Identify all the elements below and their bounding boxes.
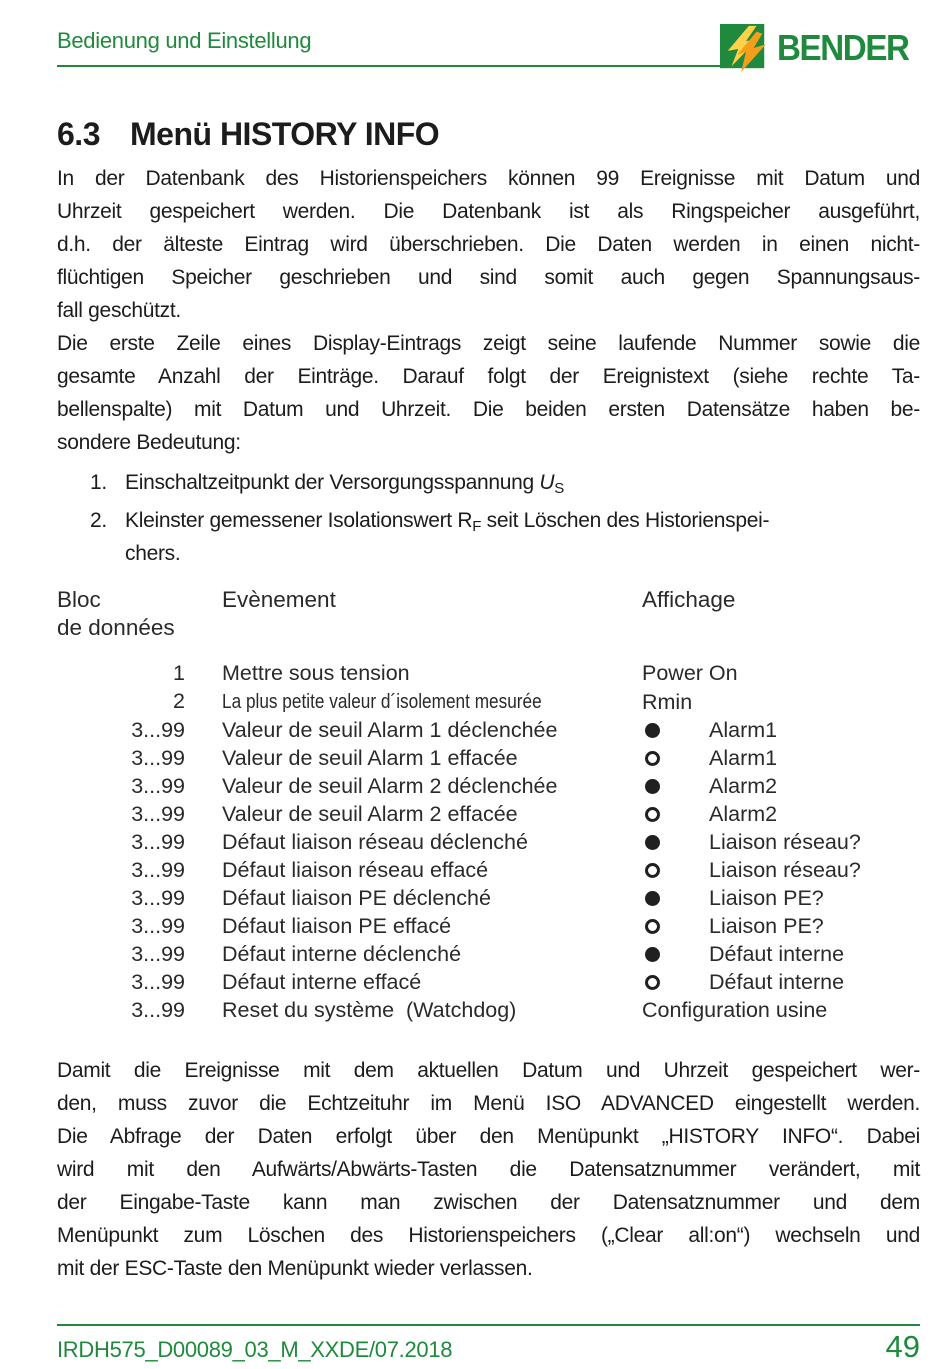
display-label: Alarm2	[709, 774, 778, 798]
masthead	[57, 28, 920, 80]
paragraph-line: d.h. der älteste Eintrag wird überschrieben. Die Daten werden in einen nicht-	[57, 233, 920, 256]
section-number: 6.3	[57, 116, 100, 152]
led-on-icon	[642, 723, 709, 738]
cell-display	[642, 912, 920, 940]
cell-record-number: 2	[173, 689, 185, 713]
display-label: Liaison réseau?	[709, 858, 861, 882]
led-off-icon	[642, 751, 709, 766]
cell-event: Défaut interne déclenché	[222, 942, 462, 966]
page-content	[57, 0, 920, 1285]
table-row	[57, 940, 920, 968]
table-row	[57, 828, 920, 856]
led-on-icon	[642, 779, 709, 794]
running-header-title: Bedienung und Einstellung	[57, 28, 747, 67]
cell-record-number: 3...99	[131, 718, 185, 742]
paragraph-line: gesamte Anzahl der Einträge. Darauf folgt der Ereignistext (siehe rechte Ta-	[57, 365, 920, 388]
cell-spacer	[185, 856, 222, 884]
table-row	[57, 800, 920, 828]
paragraph-display-entry	[57, 327, 920, 459]
table-row	[57, 856, 920, 884]
paragraph-line: flüchtigen Speicher geschrieben und sind somit auch gegen Spannungsaus-	[57, 266, 920, 289]
table-row	[57, 884, 920, 912]
table-row	[57, 659, 920, 687]
cell-event: Reset du système (Watchdog)	[222, 998, 517, 1022]
display-label: Liaison PE?	[709, 914, 824, 938]
cell-display	[642, 800, 920, 828]
display-label: Alarm1	[709, 718, 778, 742]
display-label: Rmin	[642, 689, 693, 714]
list-item	[57, 504, 920, 570]
led-off-icon	[642, 807, 709, 822]
cell-record-number: 3...99	[131, 774, 185, 798]
table-header	[57, 586, 920, 642]
cell-display	[642, 884, 920, 912]
cell-spacer	[185, 912, 222, 940]
list-item-number: 1.	[90, 471, 107, 494]
table-body	[57, 659, 920, 1024]
page-number: 49	[885, 1329, 920, 1364]
cell-spacer	[185, 968, 222, 996]
display-label: Liaison réseau?	[709, 830, 861, 854]
display-label: Liaison PE?	[709, 886, 824, 910]
table-row	[57, 968, 920, 996]
display-label: Alarm2	[709, 802, 778, 826]
cell-spacer	[185, 940, 222, 968]
page-footer	[57, 1324, 920, 1365]
cell-event: Défaut liaison PE déclenché	[222, 886, 491, 910]
cell-record-number: 3...99	[131, 886, 185, 910]
cell-record-number: 1	[173, 661, 185, 685]
cell-spacer	[185, 772, 222, 800]
paragraph-line: Menüpunkt zum Löschen des Historienspeichers („Clear all:on“) wechseln und	[57, 1224, 920, 1247]
table-row	[57, 716, 920, 744]
table-row	[57, 772, 920, 800]
cell-display	[642, 856, 920, 884]
cell-spacer	[185, 659, 222, 687]
cell-record-number: 3...99	[131, 998, 185, 1022]
lightning-bolt-icon	[720, 22, 770, 74]
list-item-number: 2.	[90, 509, 107, 532]
led-on-icon	[642, 947, 709, 962]
cell-display	[642, 659, 920, 687]
cell-event: Valeur de seuil Alarm 1 déclenchée	[222, 718, 558, 742]
cell-record-number: 3...99	[131, 830, 185, 854]
paragraph-intro	[57, 162, 920, 327]
cell-display	[642, 744, 920, 772]
cell-spacer	[185, 800, 222, 828]
display-label: Power On	[642, 661, 738, 685]
brand-wordmark: BENDER	[776, 27, 909, 68]
paragraph-line: fall geschützt.	[57, 299, 181, 322]
cell-event: Défaut liaison PE effacé	[222, 914, 452, 938]
table-row	[57, 912, 920, 940]
led-on-icon	[642, 835, 709, 850]
display-label: Alarm1	[709, 746, 778, 770]
footer-rule	[57, 1324, 920, 1326]
paragraph-line: Die Abfrage der Daten erfolgt über den Menüpunkt „HISTORY INFO“. Dabei	[57, 1125, 920, 1148]
cell-display	[642, 940, 920, 968]
cell-display	[642, 716, 920, 744]
list-item-text: Einschaltzeitpunkt der Versorgungsspannung $U_S$	[125, 471, 564, 497]
cell-event: Défaut liaison réseau déclenché	[222, 830, 528, 854]
led-off-icon	[642, 863, 709, 878]
ordered-list	[57, 466, 920, 570]
cell-event: Défaut interne effacé	[222, 970, 422, 994]
cell-record-number: 3...99	[131, 970, 185, 994]
display-label: Défaut interne	[709, 942, 845, 966]
events-table	[57, 586, 920, 1024]
table-row	[57, 744, 920, 772]
document-id: IRDH575_D00089_03_M_XXDE/07.2018	[57, 1337, 453, 1362]
cell-display	[642, 687, 920, 716]
cell-display	[642, 996, 920, 1024]
cell-spacer	[185, 884, 222, 912]
table-row	[57, 996, 920, 1024]
cell-record-number: 3...99	[131, 802, 185, 826]
cell-spacer	[185, 687, 222, 716]
cell-event: Valeur de seuil Alarm 2 effacée	[222, 802, 518, 826]
list-item	[57, 466, 920, 499]
cell-record-number: 3...99	[131, 746, 185, 770]
led-on-icon	[642, 891, 709, 906]
cell-record-number: 3...99	[131, 914, 185, 938]
section-title: Menü HISTORY INFO	[130, 116, 440, 152]
column-header-bloc: Bloc de données	[57, 587, 175, 640]
paragraph-line: Die erste Zeile eines Display-Eintrags zeigt seine laufende Nummer sowie die	[57, 332, 920, 355]
column-header-evenement: Evènement	[222, 587, 336, 612]
table-row	[57, 687, 920, 716]
cell-display	[642, 772, 920, 800]
cell-spacer	[185, 716, 222, 744]
cell-event: Défaut liaison réseau effacé	[222, 858, 489, 882]
cell-record-number: 3...99	[131, 858, 185, 882]
cell-spacer	[185, 996, 222, 1024]
paragraph-line: Damit die Ereignisse mit dem aktuellen Datum und Uhrzeit gespeichert wer-	[57, 1059, 920, 1082]
cell-event: Valeur de seuil Alarm 1 effacée	[222, 746, 518, 770]
paragraph-line: mit der ESC-Taste den Menüpunkt wieder verlassen.	[57, 1257, 533, 1280]
cell-spacer	[185, 744, 222, 772]
paragraph-line: bellenspalte) mit Datum und Uhrzeit. Die beiden ersten Datensätze haben be-	[57, 398, 920, 421]
event-text: La plus petite valeur d´isolement mesurée	[222, 690, 542, 713]
cell-event: Valeur de seuil Alarm 2 déclenchée	[222, 774, 558, 798]
cell-event: Mettre sous tension	[222, 661, 410, 685]
led-off-icon	[642, 975, 709, 990]
paragraph-line: sondere Bedeutung:	[57, 431, 241, 454]
led-off-icon	[642, 919, 709, 934]
paragraph-line: der Eingabe-Taste kann man zwischen der Datensatznummer und dem	[57, 1191, 920, 1214]
paragraph-operation	[57, 1054, 920, 1285]
paragraph-line: wird mit den Aufwärts/Abwärts-Tasten die Datensatznummer verändert, mit	[57, 1158, 920, 1181]
paragraph-line: In der Datenbank des Historienspeichers können 99 Ereignisse mit Datum und	[57, 167, 920, 190]
display-label: Configuration usine	[642, 998, 828, 1022]
paragraph-line: den, muss zuvor die Echtzeituhr im Menü ISO ADVANCED eingestellt werden.	[57, 1092, 920, 1115]
cell-display	[642, 968, 920, 996]
cell-record-number: 3...99	[131, 942, 185, 966]
section-heading	[57, 116, 920, 153]
display-label: Défaut interne	[709, 970, 845, 994]
paragraph-line: Uhrzeit gespeichert werden. Die Datenbank ist als Ringspeicher ausgeführt,	[57, 200, 920, 223]
cell-event	[222, 687, 642, 716]
column-header-affichage: Affichage	[642, 587, 736, 612]
bender-logo	[720, 22, 920, 74]
cell-display	[642, 828, 920, 856]
cell-spacer	[185, 828, 222, 856]
list-item-text: Kleinster gemessener Isolationswert $R_F$ seit Löschen des Historienspei- chers.	[125, 509, 770, 565]
